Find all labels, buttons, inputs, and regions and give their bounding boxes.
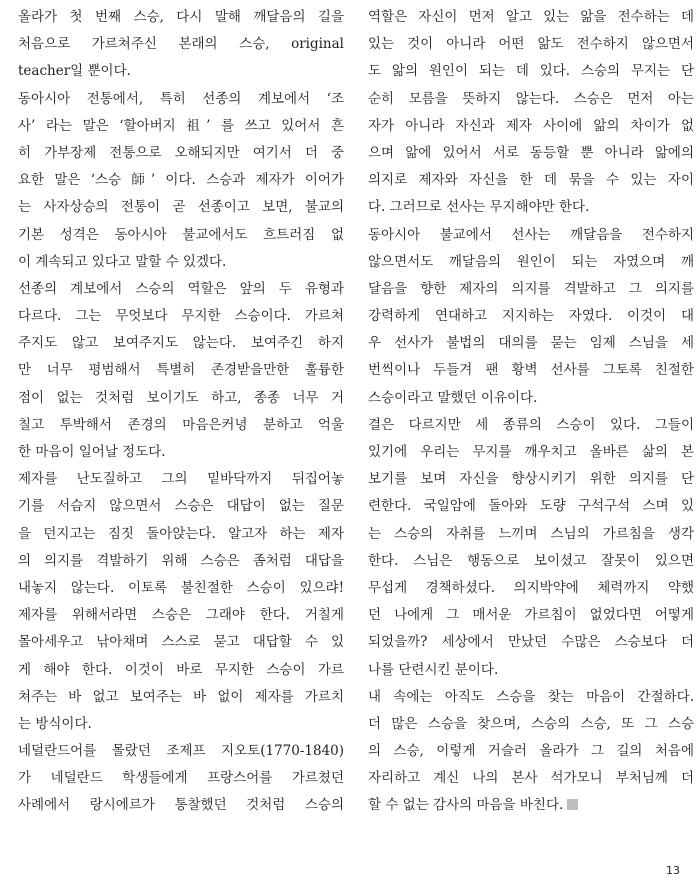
text-line bbox=[18, 385, 344, 412]
text-line-content: 다르다. 그는 무엇보다 무지한 스승이다. 가르쳐 bbox=[18, 308, 344, 325]
right-column bbox=[368, 4, 694, 820]
text-line-content: 번씩이나 두들겨 팬 황벽 선사를 그토록 친절한 bbox=[368, 362, 694, 379]
text-line bbox=[18, 629, 344, 656]
text-line-content: 이 계속되고 있다고 말할 수 있겠다. bbox=[18, 253, 227, 270]
text-line bbox=[18, 684, 344, 711]
text-line-content: 던 나에게 그 매서운 가르침이 없었다면 어떻게 bbox=[368, 607, 694, 624]
text-line bbox=[18, 140, 344, 167]
text-line bbox=[18, 575, 344, 602]
page-number: 13 bbox=[666, 864, 680, 877]
text-line-content: 주지도 않고 보여주지도 않는다. 보여주긴 하지 bbox=[18, 335, 344, 352]
text-line bbox=[18, 521, 344, 548]
text-line-content: 을 던지고는 짐짓 돌아앉는다. 알고자 하는 제자 bbox=[18, 525, 344, 542]
text-line bbox=[368, 4, 694, 31]
text-line-content: 칠고 투박해서 존경의 마음은커녕 분하고 억울 bbox=[18, 416, 344, 433]
text-line bbox=[368, 303, 694, 330]
text-line-content: 결은 다르지만 세 종류의 스승이 있다. 그들이 bbox=[368, 416, 694, 433]
text-line bbox=[368, 466, 694, 493]
text-line bbox=[18, 86, 344, 113]
text-line-content: 몰아세우고 낚아채며 스스로 묻고 대답할 수 있 bbox=[18, 634, 344, 651]
text-line bbox=[18, 222, 344, 249]
text-line-content: 자리하고 계신 나의 본사 석가모니 부처님께 더 bbox=[368, 770, 694, 787]
text-line-content: 의 의지를 격발하기 위해 스승은 좀처럼 대답을 bbox=[18, 552, 344, 569]
text-line bbox=[368, 711, 694, 738]
text-line bbox=[368, 194, 694, 221]
text-line-content: 할 수 없는 감사의 마음을 바친다. bbox=[368, 797, 564, 814]
text-line bbox=[18, 466, 344, 493]
text-line-content: 도 앎의 원인이 되는 데 있다. 스승의 무지는 단 bbox=[368, 63, 694, 80]
text-line-content: 달음을 향한 제자의 의지를 격발하고 그 의지를 bbox=[368, 280, 694, 297]
text-line bbox=[18, 249, 344, 276]
text-line bbox=[368, 412, 694, 439]
text-line bbox=[368, 792, 694, 819]
text-line-content: 자가 아니라 자신과 제자 사이에 앎의 차이가 없 bbox=[368, 117, 694, 134]
text-line bbox=[18, 330, 344, 357]
text-line-content: 의 스승, 이렇게 거슬러 올라가 그 길의 처음에 bbox=[368, 743, 694, 760]
text-line-content: 않으면서도 깨달음의 원인이 되는 자였으며 깨 bbox=[368, 253, 694, 270]
text-line bbox=[18, 439, 344, 466]
text-line-content: 다. 그러므로 선사는 무지해야만 한다. bbox=[368, 199, 590, 216]
text-line bbox=[368, 357, 694, 384]
text-line-content: 나를 단련시킨 분이다. bbox=[368, 661, 499, 678]
text-line-content: 만 너무 평범해서 특별히 존경받을만한 훌륭한 bbox=[18, 362, 344, 379]
text-line-content: 역할은 자신이 먼저 알고 있는 앎을 전수하는 데 bbox=[368, 9, 694, 25]
text-line-content: 더 많은 스승을 찾으며, 스승의 스승, 또 그 스승 bbox=[368, 715, 694, 732]
text-line-content: 으며 앎에 있어서 서로 동등할 뿐 아니라 앎에의 bbox=[368, 144, 694, 161]
text-line bbox=[368, 167, 694, 194]
text-line-content: 점이 없는 것처럼 보이기도 하고, 종종 너무 거 bbox=[18, 389, 344, 406]
text-line-content: 선종의 계보에서 스승의 역할은 앞의 두 유형과 bbox=[18, 280, 344, 297]
text-line bbox=[18, 711, 344, 738]
text-line-content: 기본 성격은 동아시아 불교에서도 흐트러짐 없 bbox=[18, 226, 344, 243]
text-line bbox=[18, 738, 344, 765]
text-line bbox=[18, 31, 344, 58]
text-line-content: 한다. 스님은 행동으로 보이셨고 잘못이 있으면 bbox=[368, 552, 694, 569]
text-line-content: 제자를 위해서라면 스승은 그래야 한다. 거칠게 bbox=[18, 607, 344, 624]
text-line-content: 되었을까? 세상에서 만났던 수많은 스승보다 더 bbox=[368, 634, 694, 651]
text-line-content: 있는 것이 아니라 어떤 앎도 전수하지 않으면서 bbox=[368, 36, 694, 53]
text-line-content: 있기에 우리는 무지를 깨우치고 올바른 삶의 본 bbox=[368, 444, 694, 460]
text-line bbox=[368, 657, 694, 684]
text-line-content: 는 사자상승의 전통이 곧 선종이고 보면, 불교의 bbox=[18, 199, 344, 216]
text-line-content: 히 가부장제 전통으로 오해되지만 여기서 더 중 bbox=[18, 144, 344, 161]
text-line bbox=[18, 167, 344, 194]
text-line bbox=[18, 4, 344, 31]
text-line-content: 내 속에는 아직도 스승을 찾는 마음이 간절하다. bbox=[368, 688, 694, 705]
text-line bbox=[18, 765, 344, 792]
text-line-content: 올라가 첫 번째 스승, 다시 말해 깨달음의 길을 bbox=[18, 9, 344, 25]
text-line bbox=[18, 357, 344, 384]
text-line-content: 네덜란드어를 몰랐던 조제프 지오토(1770-1840) bbox=[18, 743, 344, 760]
text-line bbox=[18, 276, 344, 303]
end-of-article-mark bbox=[567, 799, 578, 810]
text-line bbox=[368, 575, 694, 602]
text-line-content: 처음으로 가르쳐주신 본래의 스승, original bbox=[18, 36, 344, 53]
text-line-content: 제자를 난도질하고 그의 밑바닥까지 뒤집어놓 bbox=[18, 471, 344, 488]
text-line bbox=[368, 521, 694, 548]
left-column bbox=[18, 4, 344, 820]
text-line bbox=[368, 602, 694, 629]
text-line bbox=[18, 792, 344, 819]
text-line-content: 련한다. 국일암에 돌아와 도량 구석구석 스며 있 bbox=[368, 498, 694, 515]
text-line-content: teacher일 뿐이다. bbox=[18, 63, 131, 80]
text-line-content: 무섭게 경책하셨다. 의지박약에 체력까지 약했 bbox=[368, 579, 694, 596]
text-line bbox=[368, 31, 694, 58]
text-line bbox=[368, 140, 694, 167]
text-line bbox=[18, 493, 344, 520]
text-line bbox=[18, 58, 344, 85]
text-line-content: 스승이라고 말했던 이유이다. bbox=[368, 389, 538, 406]
text-line-content: 순히 모름을 뜻하지 않는다. 스승은 먼저 아는 bbox=[368, 90, 694, 107]
text-line-content: 내놓지 않는다. 이토록 불친절한 스승이 있으랴! bbox=[18, 579, 344, 596]
text-line bbox=[368, 439, 694, 466]
text-line bbox=[368, 113, 694, 140]
text-line bbox=[18, 602, 344, 629]
text-line bbox=[18, 412, 344, 439]
text-line-content: 는 스승의 자취를 느끼며 스님의 가르침을 생각 bbox=[368, 525, 694, 542]
text-line-content: 동아시아 불교에서 선사는 깨달음을 전수하지 bbox=[368, 226, 694, 243]
text-line-content: 우 선사가 불법의 대의를 묻는 임제 스님을 세 bbox=[368, 335, 694, 352]
text-line-content: 사례에서 랑시에르가 통찰했던 것처럼 스승의 bbox=[18, 797, 344, 814]
text-line bbox=[368, 58, 694, 85]
text-line bbox=[368, 276, 694, 303]
text-line-content: 는 방식이다. bbox=[18, 715, 92, 732]
text-line-content: 의지로 제자와 자신을 한 데 묶을 수 있는 자이 bbox=[368, 172, 694, 189]
text-line bbox=[18, 657, 344, 684]
text-line bbox=[368, 249, 694, 276]
text-line bbox=[368, 765, 694, 792]
text-line bbox=[368, 684, 694, 711]
text-line bbox=[368, 548, 694, 575]
text-line bbox=[18, 548, 344, 575]
text-line-content: 보기를 보며 자신을 향상시키기 위한 의지를 단 bbox=[368, 471, 694, 488]
text-line-content: 기를 서슴지 않으면서 스승은 대답이 없는 질문 bbox=[18, 498, 344, 515]
text-line-content: 게 해야 한다. 이것이 바로 무지한 스승이 가르 bbox=[18, 661, 344, 678]
text-line bbox=[368, 86, 694, 113]
text-line-content: 가 네덜란드 학생들에게 프랑스어를 가르쳤던 bbox=[18, 770, 344, 787]
text-line-content: 쳐주는 바 없고 보여주는 바 없이 제자를 가르치 bbox=[18, 688, 344, 705]
text-line bbox=[368, 385, 694, 412]
text-line-content: 요한 말은 ‘스승 師’ 이다. 스승과 제자가 이어가 bbox=[18, 172, 344, 189]
text-line-content: 사’ 라는 말은 ‘할아버지 祖’ 를 쓰고 있어서 흔 bbox=[18, 117, 344, 134]
text-line bbox=[18, 194, 344, 221]
text-line bbox=[18, 303, 344, 330]
text-line-content: 강력하게 연대하고 지지하는 자였다. 이것이 대 bbox=[368, 308, 694, 325]
text-line bbox=[368, 738, 694, 765]
text-line bbox=[368, 222, 694, 249]
text-line-content: 한 마음이 일어날 정도다. bbox=[18, 444, 166, 460]
text-line bbox=[18, 113, 344, 140]
text-line-content: 동아시아 전통에서, 특히 선종의 계보에서 ‘조 bbox=[18, 90, 344, 107]
text-line bbox=[368, 493, 694, 520]
text-line bbox=[368, 629, 694, 656]
text-line bbox=[368, 330, 694, 357]
